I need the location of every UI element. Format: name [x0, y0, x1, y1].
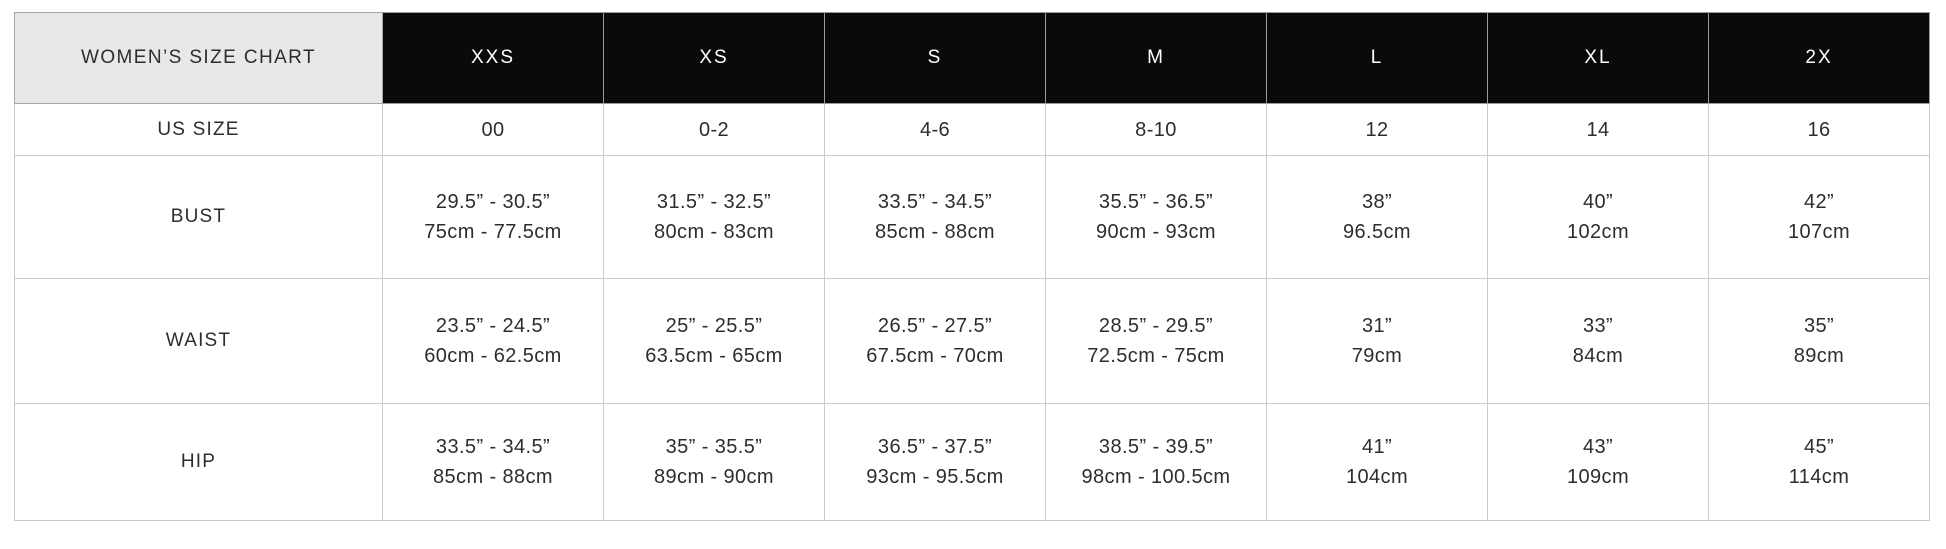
cm-value: 109cm: [1566, 466, 1630, 488]
size-header-xxs: XXS: [383, 13, 604, 104]
size-chart-container: [14, 12, 1930, 521]
us-size-value: 8-10: [1135, 118, 1177, 141]
measurement-cell: [825, 279, 1046, 404]
size-header-s: S: [825, 13, 1046, 104]
size-header-xs: XS: [604, 13, 825, 104]
cm-value: 93cm - 95.5cm: [866, 466, 1004, 488]
us-size-value: 00: [481, 118, 505, 141]
waist-row: [15, 279, 1930, 404]
cm-value: 114cm: [1788, 466, 1850, 488]
hip-row: [15, 404, 1930, 521]
us-size-value: 0-2: [698, 118, 730, 141]
cm-value: 60cm - 62.5cm: [424, 345, 562, 367]
measurement-cell: [1046, 404, 1267, 521]
inches-value: 31”: [1361, 315, 1393, 337]
inches-value: 25” - 25.5”: [665, 315, 763, 337]
inches-value: 28.5” - 29.5”: [1098, 315, 1214, 337]
chart-title: WOMEN’S SIZE CHART: [15, 13, 383, 104]
cm-value: 67.5cm - 70cm: [866, 345, 1004, 367]
inches-value: 41”: [1361, 436, 1393, 458]
inches-value: 35” - 35.5”: [665, 436, 763, 458]
measurement-cell: [604, 156, 825, 279]
header-row: [15, 13, 1930, 104]
inches-value: 33”: [1582, 315, 1614, 337]
inches-value: 33.5” - 34.5”: [877, 191, 993, 213]
us-size-value: 4-6: [919, 118, 951, 141]
cm-value: 63.5cm - 65cm: [645, 345, 783, 367]
us-size-cell: [1267, 104, 1488, 156]
inches-value: 26.5” - 27.5”: [877, 315, 993, 337]
cm-value: 80cm - 83cm: [654, 221, 774, 243]
cm-value: 84cm: [1572, 345, 1624, 367]
inches-value: 23.5” - 24.5”: [435, 315, 551, 337]
us-size-value: 16: [1807, 118, 1831, 141]
us-size-value: 12: [1365, 118, 1389, 141]
us-size-value: 14: [1586, 118, 1610, 141]
inches-value: 33.5” - 34.5”: [435, 436, 551, 458]
cm-value: 96.5cm: [1343, 221, 1411, 243]
measurement-cell: [383, 404, 604, 521]
measurement-cell: [383, 279, 604, 404]
cm-value: 89cm: [1793, 345, 1845, 367]
inches-value: 45”: [1803, 436, 1835, 458]
measurement-cell: [1488, 156, 1709, 279]
cm-value: 75cm - 77.5cm: [424, 221, 562, 243]
cm-value: 104cm: [1345, 466, 1409, 488]
cm-value: 85cm - 88cm: [433, 466, 553, 488]
us-size-cell: [1709, 104, 1930, 156]
cm-value: 72.5cm - 75cm: [1087, 345, 1225, 367]
inches-value: 43”: [1582, 436, 1614, 458]
cm-value: 85cm - 88cm: [875, 221, 995, 243]
measurement-cell: [1267, 404, 1488, 521]
measurement-cell: [383, 156, 604, 279]
inches-value: 35”: [1803, 315, 1835, 337]
cm-value: 89cm - 90cm: [654, 466, 774, 488]
inches-value: 31.5” - 32.5”: [656, 191, 772, 213]
us-size-cell: [1488, 104, 1709, 156]
measurement-cell: [604, 279, 825, 404]
womens-size-chart-table: [14, 12, 1930, 521]
measurement-cell: [604, 404, 825, 521]
measurement-cell: [1267, 279, 1488, 404]
size-header-xl: XL: [1488, 13, 1709, 104]
us-size-cell: [1046, 104, 1267, 156]
inches-value: 36.5” - 37.5”: [877, 436, 993, 458]
cm-value: 102cm: [1566, 221, 1630, 243]
measurement-cell: [825, 156, 1046, 279]
measurement-cell: [1488, 404, 1709, 521]
bust-row: [15, 156, 1930, 279]
us-size-cell: [825, 104, 1046, 156]
inches-value: 42”: [1803, 191, 1835, 213]
row-label-waist: WAIST: [15, 279, 383, 404]
size-header-m: M: [1046, 13, 1267, 104]
row-label-hip: HIP: [15, 404, 383, 521]
measurement-cell: [1709, 279, 1930, 404]
cm-value: 107cm: [1787, 221, 1851, 243]
row-label-bust: BUST: [15, 156, 383, 279]
measurement-cell: [1046, 279, 1267, 404]
measurement-cell: [1709, 156, 1930, 279]
us-size-cell: [604, 104, 825, 156]
measurement-cell: [1488, 279, 1709, 404]
us-size-cell: [383, 104, 604, 156]
inches-value: 35.5” - 36.5”: [1098, 191, 1214, 213]
size-header-2x: 2X: [1709, 13, 1930, 104]
measurement-cell: [1046, 156, 1267, 279]
inches-value: 40”: [1582, 191, 1614, 213]
measurement-cell: [1267, 156, 1488, 279]
us-size-row: [15, 104, 1930, 156]
size-header-l: L: [1267, 13, 1488, 104]
inches-value: 38”: [1361, 191, 1393, 213]
cm-value: 90cm - 93cm: [1096, 221, 1216, 243]
measurement-cell: [825, 404, 1046, 521]
measurement-cell: [1709, 404, 1930, 521]
inches-value: 29.5” - 30.5”: [435, 191, 551, 213]
row-label-us-size: US SIZE: [15, 104, 383, 156]
cm-value: 98cm - 100.5cm: [1081, 466, 1231, 488]
cm-value: 79cm: [1351, 345, 1403, 367]
inches-value: 38.5” - 39.5”: [1098, 436, 1214, 458]
